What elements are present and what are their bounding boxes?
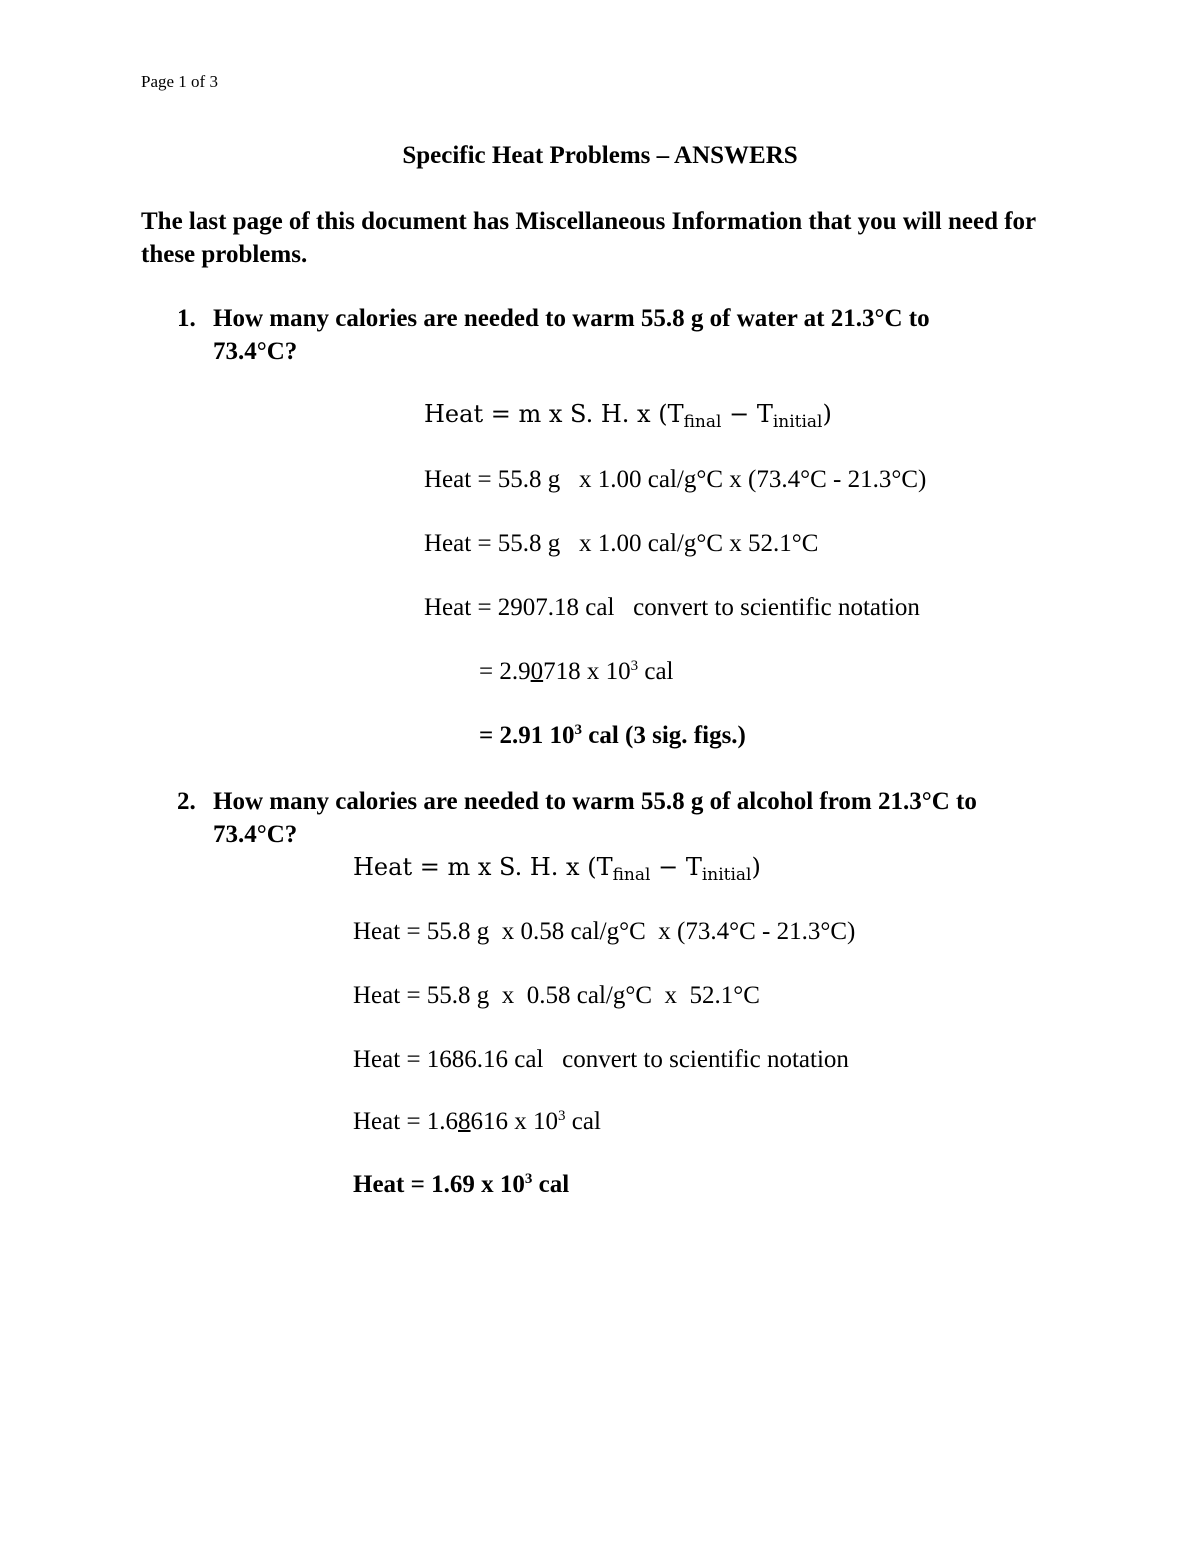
q1-step-3: Heat = 2907.18 cal convert to scientific notation — [424, 594, 920, 621]
q1-step-4: = 2.90718 x $10^3$ cal — [479, 658, 674, 685]
q2-step-3: Heat = 1686.16 cal convert to scientific notation — [353, 1046, 849, 1073]
q2-formula: Heat = m x S. H. x $(T_{final} - T_{initial})$ — [353, 853, 761, 885]
q2-answer: Heat = 1.69 x $10^3$ cal — [353, 1171, 570, 1198]
question-2 — [177, 785, 1117, 855]
q1-formula: Heat = m x S. H. x $(T_{final} - T_{initial})$ — [424, 400, 832, 432]
q2-step-1: Heat = 55.8 g x 0.58 cal/g°C x (73.4°C - 21.3°C) — [353, 918, 856, 945]
question-1 — [177, 302, 1077, 372]
q1-answer: = 2.91 $10^3$ cal (3 sig. figs.) — [479, 722, 746, 749]
question-text-line2: 73.4°C? — [213, 338, 298, 365]
question-number: 1. — [177, 305, 196, 332]
q2-step-2: Heat = 55.8 g x 0.58 cal/g°C x 52.1°C — [353, 982, 760, 1009]
question-text-line2: 73.4°C? — [213, 821, 298, 848]
question-number: 2. — [177, 788, 196, 815]
page-title: Specific Heat Problems – ANSWERS — [402, 142, 798, 169]
q2-step-4: Heat = 1.68616 x $10^3$ cal — [353, 1108, 601, 1135]
question-text-line1: How many calories are needed to warm 55.8 g of water at 21.3°C to — [213, 305, 930, 332]
question-text-line1: How many calories are needed to warm 55.8 g of alcohol from 21.3°C to — [213, 788, 977, 815]
intro-paragraph: The last page of this document has Miscellaneous Information that you will need for these problems. — [141, 208, 1036, 268]
q1-step-2: Heat = 55.8 g x 1.00 cal/g°C x 52.1°C — [424, 530, 819, 557]
page-header: Page 1 of 3 — [141, 72, 218, 91]
q1-step-1: Heat = 55.8 g x 1.00 cal/g°C x (73.4°C - 21.3°C) — [424, 466, 927, 493]
